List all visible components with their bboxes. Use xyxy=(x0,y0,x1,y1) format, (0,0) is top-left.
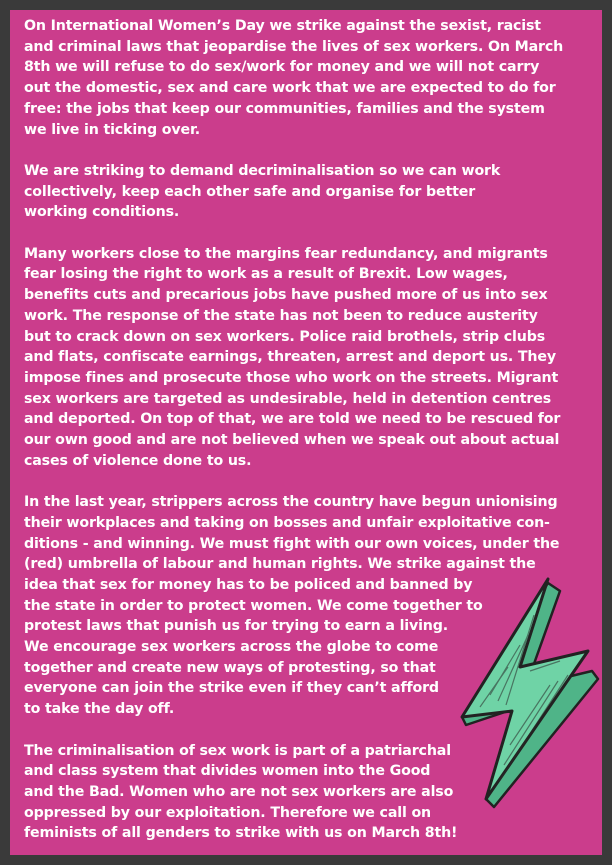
text-line: The criminalisation of sex work is part of a patriarchal xyxy=(24,742,451,759)
text-line: On International Women’s Day we strike against the sexist, racist xyxy=(24,18,541,34)
text-line: sex workers are targeted as undesirable, held in detention centres xyxy=(24,390,551,407)
text-line: free: the jobs that keep our communities, families and the system xyxy=(24,100,545,117)
text-line: idea that sex for money has to be policed and banned by xyxy=(24,576,473,593)
text-line: In the last year, strippers across the country have begun unionising xyxy=(24,494,558,511)
text-line: collectively, keep each other safe and organise for better xyxy=(24,183,476,200)
paragraph-3 xyxy=(24,244,596,472)
text-line: our own good and are not believed when we speak out about actual xyxy=(24,432,560,449)
text-line: their workplaces and taking on bosses and unfair exploitative con- xyxy=(24,514,550,531)
text-line: everyone can join the strike even if they can’t afford xyxy=(24,680,439,697)
text-line: out the domestic, sex and care work that we are expected to do for xyxy=(24,80,556,97)
text-line: (red) umbrella of labour and human rights. We strike against the xyxy=(24,556,536,573)
text-line: together and create new ways of protesting, so that xyxy=(24,659,436,676)
text-line: We are striking to demand decriminalisation so we can work xyxy=(24,162,501,179)
text-line: and class system that divides women into the Good xyxy=(24,763,431,780)
text-line: work. The response of the state has not been to reduce austerity xyxy=(24,307,538,324)
text-line: Many workers close to the margins fear redundancy, and migrants xyxy=(24,245,548,262)
text-line: 8th we will refuse to do sex/work for money and we will not carry xyxy=(24,59,540,76)
text-line: protest laws that punish us for trying to earn a living. xyxy=(24,618,449,635)
text-line: and deported. On top of that, we are told we need to be rescued for xyxy=(24,411,561,428)
text-line: we live in ticking over. xyxy=(24,121,201,138)
text-line: oppressed by our exploitation. Therefore we call on xyxy=(24,804,432,821)
text-line: the state in order to protect women. We come together to xyxy=(24,597,483,614)
text-line: and flats, confiscate earnings, threaten, arrest and deport us. They xyxy=(24,349,556,366)
text-line: and criminal laws that jeopardise the lives of sex workers. On March xyxy=(24,38,564,55)
text-line: We encourage sex workers across the globe to come xyxy=(24,639,439,656)
text-line: but to crack down on sex workers. Police raid brothels, strip clubs xyxy=(24,328,546,345)
text-line: to take the day off. xyxy=(24,701,175,718)
lightning-bolt-icon xyxy=(460,575,600,810)
text-line: feminists of all genders to strike with us on March 8th! xyxy=(24,825,458,842)
text-line: cases of violence done to us. xyxy=(24,452,252,469)
text-line: ditions - and winning. We must fight with our own voices, under the xyxy=(24,535,560,552)
text-line: and the Bad. Women who are not sex workers are also xyxy=(24,783,454,800)
text-line: working conditions. xyxy=(24,204,180,221)
paragraph-1 xyxy=(24,16,596,140)
text-line: impose fines and prosecute those who work on the streets. Migrant xyxy=(24,369,559,386)
text-line: benefits cuts and precarious jobs have pushed more of us into sex xyxy=(24,287,548,304)
text-line: fear losing the right to work as a result of Brexit. Low wages, xyxy=(24,266,508,283)
paragraph-2 xyxy=(24,161,596,223)
poster xyxy=(10,10,602,855)
